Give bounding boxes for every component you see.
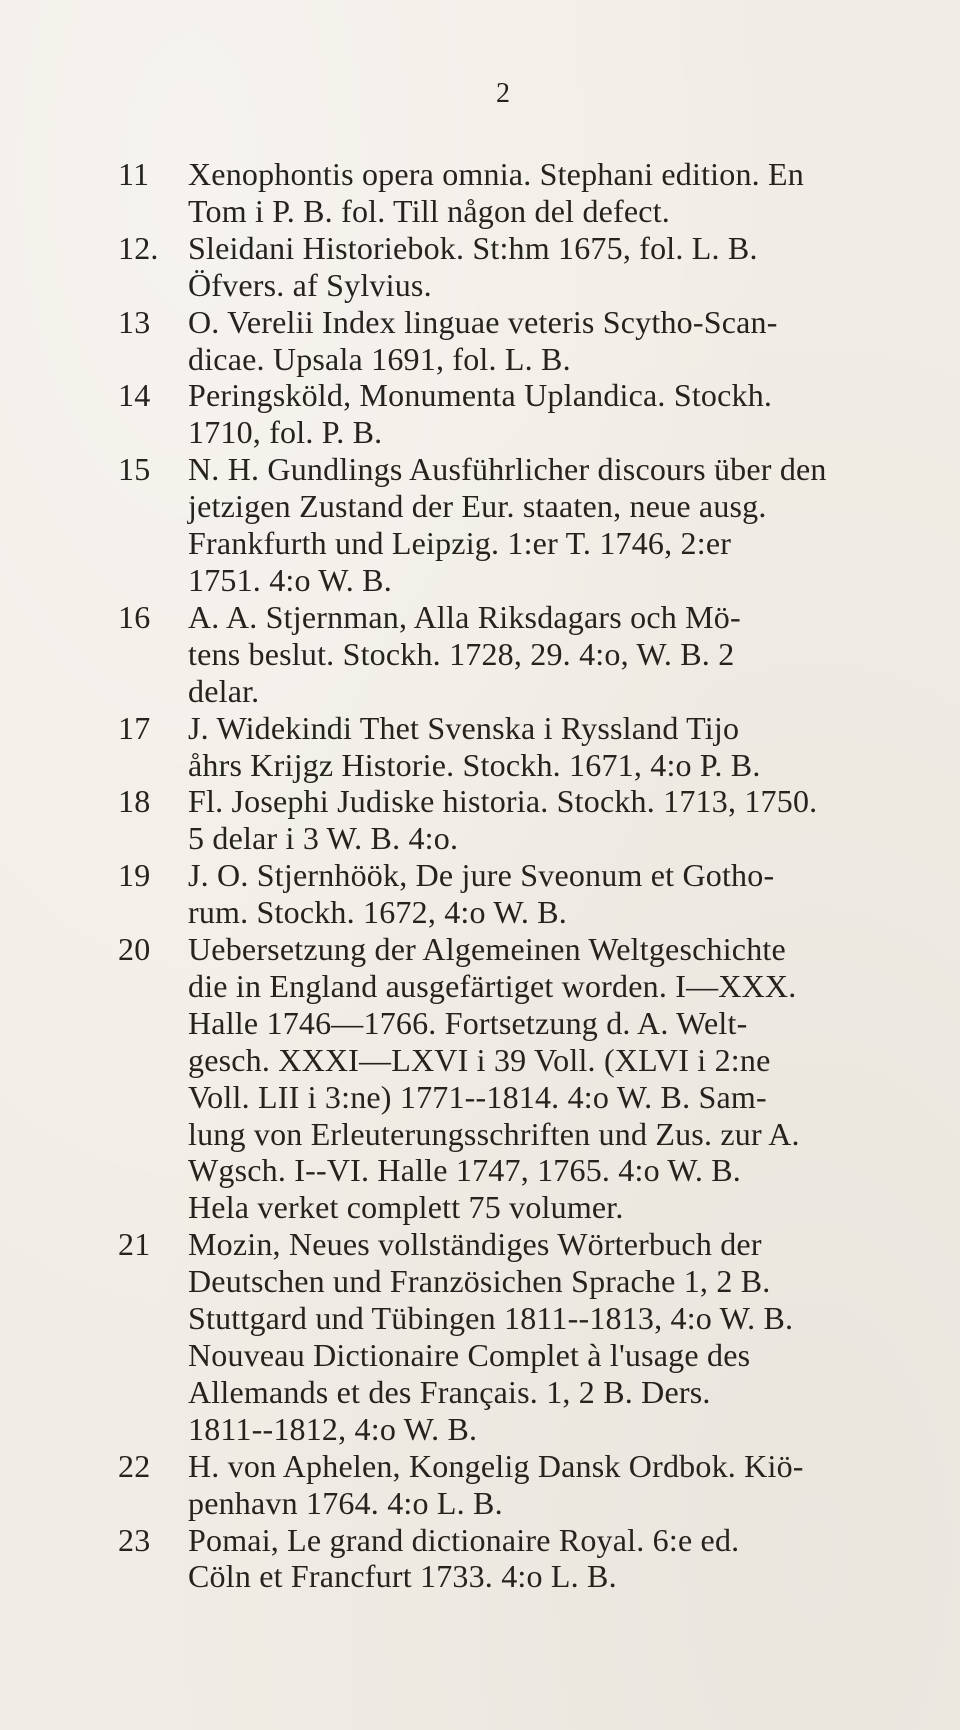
entry-line: dicae. Upsala 1691, fol. L. B. bbox=[188, 340, 571, 377]
entry-line: A. A. Stjernman, Alla Riksdagars och Mö- bbox=[188, 598, 741, 635]
entry-line: J. O. Stjernhöök, De jure Sveonum et Gotho- bbox=[188, 857, 775, 894]
entry-number: 15 bbox=[118, 451, 151, 488]
entry-number: 19 bbox=[118, 857, 151, 894]
catalogue-entry bbox=[118, 377, 918, 451]
catalogue-entry bbox=[118, 710, 918, 784]
page-number: 2 bbox=[496, 78, 510, 109]
entry-line: Halle 1746—1766. Fortsetzung d. A. Welt- bbox=[188, 1004, 748, 1041]
entry-line: 1811--1812, 4:o W. B. bbox=[188, 1410, 478, 1447]
entry-line: Hela verket complett 75 volumer. bbox=[188, 1189, 624, 1226]
entry-number: 22 bbox=[118, 1447, 151, 1484]
entry-number: 12. bbox=[118, 229, 159, 266]
catalogue-entry bbox=[118, 931, 918, 1226]
entry-line: Uebersetzung der Algemeinen Weltgeschichte bbox=[188, 931, 786, 968]
entry-line: Xenophontis opera omnia. Stephani edition. En bbox=[188, 156, 804, 192]
entry-line: Allemands et des Français. 1, 2 B. Ders. bbox=[188, 1373, 711, 1410]
entry-number: 17 bbox=[118, 709, 151, 746]
catalogue-entry bbox=[118, 230, 918, 304]
entry-line: Sleidani Historiebok. St:hm 1675, fol. L. B. bbox=[188, 229, 758, 266]
entry-line: Pomai, Le grand dictionaire Royal. 6:e ed. bbox=[188, 1521, 740, 1558]
entry-number: 20 bbox=[118, 931, 151, 968]
entry-line: tens beslut. Stockh. 1728, 29. 4:o, W. B. 2 bbox=[188, 635, 735, 672]
entry-line: Mozin, Neues vollständiges Wörterbuch der bbox=[188, 1226, 762, 1263]
entry-line: gesch. XXXI—LXVI i 39 Voll. (XLVI i 2:ne bbox=[188, 1041, 771, 1078]
entry-line: Frankfurth und Leipzig. 1:er T. 1746, 2:er bbox=[188, 525, 732, 562]
entry-line: lung von Erleuterungsschriften und Zus. zur A. bbox=[188, 1115, 800, 1152]
catalogue-entry bbox=[118, 1522, 918, 1596]
catalogue-entry bbox=[118, 156, 918, 230]
entry-number: 23 bbox=[118, 1521, 151, 1558]
entry-number: 13 bbox=[118, 303, 151, 340]
entry-line: Deutschen und Französichen Sprache 1, 2 B. bbox=[188, 1263, 771, 1300]
entry-number: 16 bbox=[118, 598, 151, 635]
entry-line: 5 delar i 3 W. B. 4:o. bbox=[188, 820, 459, 857]
entry-line: Nouveau Dictionaire Complet à l'usage des bbox=[188, 1337, 751, 1373]
entry-line: Peringsköld, Monumenta Uplandica. Stockh. bbox=[188, 377, 773, 414]
entry-line: Voll. LII i 3:ne) 1771--1814. 4:o W. B. Sam- bbox=[188, 1078, 767, 1115]
entry-line: H. von Aphelen, Kongelig Dansk Ordbok. Kiö- bbox=[188, 1447, 804, 1484]
entry-line: rum. Stockh. 1672, 4:o W. B. bbox=[188, 894, 567, 931]
entry-line: die in England ausgefärtiget worden. I—XXX. bbox=[188, 967, 797, 1004]
entry-line: jetzigen Zustand der Eur. staaten, neue ausg. bbox=[188, 488, 767, 525]
entry-line: Stuttgard und Tübingen 1811--1813, 4:o W. B. bbox=[188, 1300, 794, 1337]
entry-line: penhavn 1764. 4:o L. B. bbox=[188, 1484, 503, 1521]
catalogue-entry-list bbox=[118, 156, 918, 1595]
entry-line: 1710, fol. P. B. bbox=[188, 414, 383, 451]
catalogue-entry bbox=[118, 304, 918, 378]
entry-line: Cöln et Francfurt 1733. 4:o L. B. bbox=[188, 1558, 617, 1595]
entry-number: 21 bbox=[118, 1226, 151, 1263]
entry-line: åhrs Krijgz Historie. Stockh. 1671, 4:o P. B. bbox=[188, 746, 761, 783]
entry-line: Öfvers. af Sylvius. bbox=[188, 266, 432, 303]
catalogue-entry bbox=[118, 783, 918, 857]
entry-line: delar. bbox=[188, 672, 260, 709]
catalogue-entry bbox=[118, 451, 918, 599]
entry-number: 18 bbox=[118, 783, 151, 820]
catalogue-entry bbox=[118, 599, 918, 710]
catalogue-entry bbox=[118, 1448, 918, 1522]
entry-line: 1751. 4:o W. B. bbox=[188, 561, 392, 598]
entry-line: N. H. Gundlings Ausführlicher discours über den bbox=[188, 451, 827, 488]
entry-line: Tom i P. B. fol. Till någon del defect. bbox=[188, 192, 671, 229]
catalogue-entry bbox=[118, 857, 918, 931]
entry-number: 11 bbox=[118, 156, 150, 192]
catalogue-entry bbox=[118, 1226, 918, 1447]
entry-line: Wgsch. I--VI. Halle 1747, 1765. 4:o W. B. bbox=[188, 1152, 742, 1189]
entry-line: O. Verelii Index linguae veteris Scytho-Scan- bbox=[188, 303, 778, 340]
entry-number: 14 bbox=[118, 377, 151, 414]
entry-line: Fl. Josephi Judiske historia. Stockh. 1713, 1750. bbox=[188, 783, 818, 820]
entry-line: J. Widekindi Thet Svenska i Ryssland Tijo bbox=[188, 709, 740, 746]
